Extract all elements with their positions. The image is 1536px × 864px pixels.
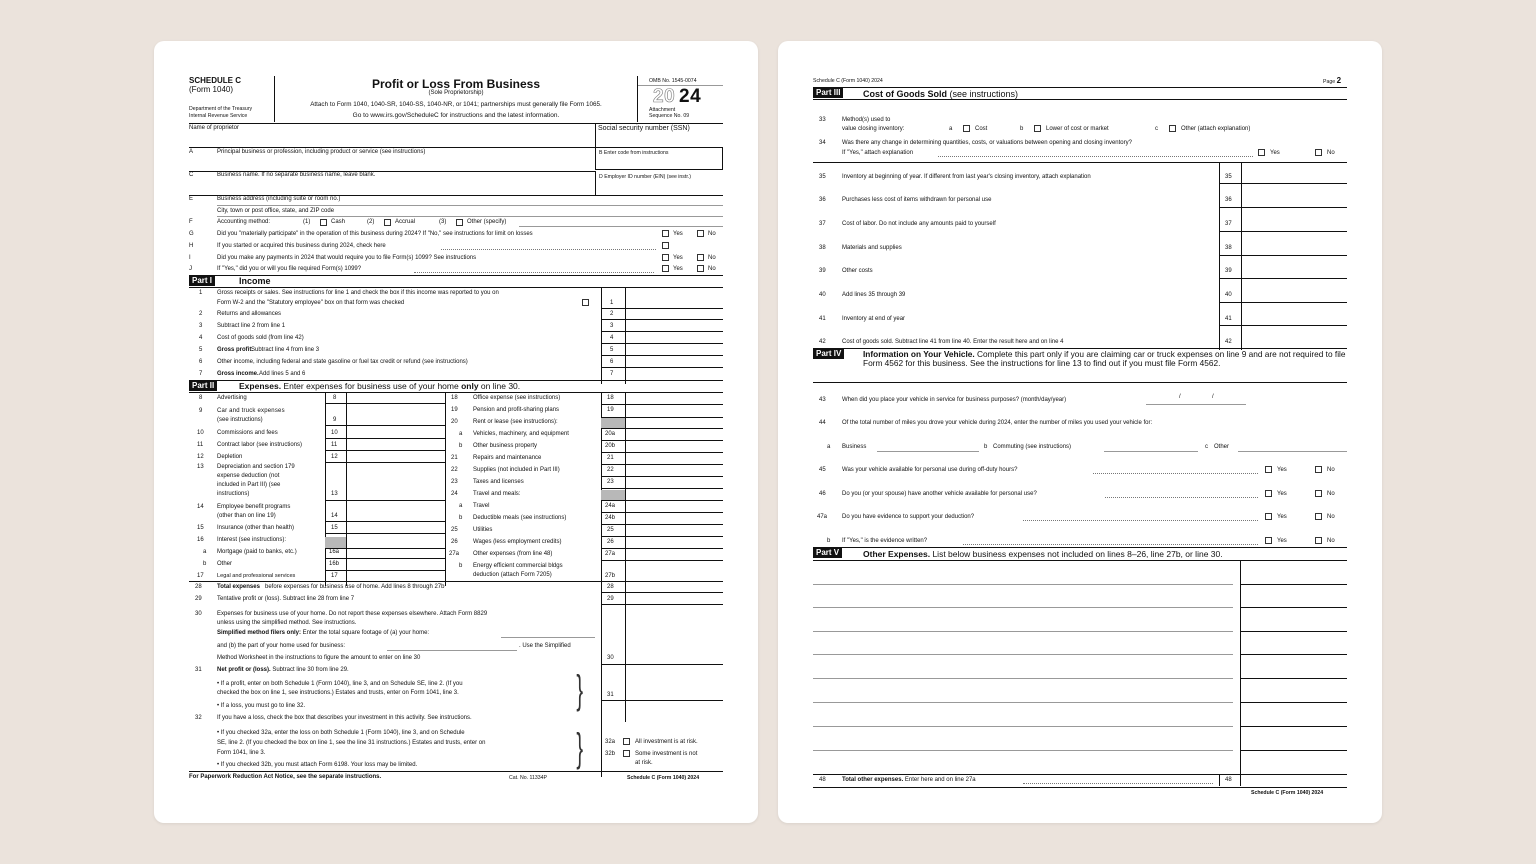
line-33-text: Method(s) used to	[842, 117, 891, 123]
q45-yes-checkbox[interactable]	[1265, 466, 1272, 473]
all-at-risk-checkbox[interactable]	[623, 738, 630, 745]
j-no-checkbox[interactable]	[697, 265, 704, 272]
attach-note: Attach to Form 1040, 1040-SR, 1040-SS, 1040-NR, or 1041; partnerships must generally file Form 1065.	[310, 101, 602, 108]
line-5-text: Subtract line 4 from line 3	[251, 347, 320, 353]
name-label: Name of proprietor	[189, 125, 240, 131]
line-28-text: before expenses for business use of home. Add lines 8 through 27b	[265, 584, 445, 590]
line-1-text: Gross receipts or sales. See instructions for line 1 and check the box if this income was reported to you on	[217, 290, 499, 296]
form-page-2: Schedule C (Form 1040) 2024 Page 2 Part III Cost of Goods Sold (see instructions) 33 Method(s) used to value closing inventory: a Cost b Lower of cost or market c Other (attach explanation) 34 Was there any change in determining quantities, costs, or valuations between opening and closing inventory? If "Yes," attach explanation Yes No 35 Inventory at beginning of year. If different from last year's closing inventory, attach explanation 35 36 Purchases less cost of items withdrawn for personal use 36 37 Cost of labor. Do not include any amounts paid to yourself 37 38 Materials and supplies 38 39 Other costs 39 40 Add lines 35 through 39 40 41 Inventory at end of year 41 42 Cost of goods sold. Subtract line 41 from line 40. Enter the result here and on line 4 42 Part IV Information on Your Vehicle. Complete this part only if you are claiming car or truck expenses on line 9 and are not required to file Form 4562 for this business. See the instructions for line 13 to find out if you must file Form 4562. 43 When did you place your vehicle in service for business purposes? (month/day/year) / / 44 Of the total number of miles you drove your vehicle during 2024, enter the number of miles you used your vehicle for: a Business b Commuting (see instructions) c Other 45 Was your vehicle available for personal use during off-duty hours? Yes No 46 Do you (or your spouse) have another vehicle available for personal use? Yes No 47a Do you have evidence to support your deduction? Yes No b If "Yes," is the evidence written? Yes No Part V Other Expenses. List below business expenses not included on lines 8–26, line 27b, or line 30. 48 Total other expenses. Enter here and on line 27a 48 Schedule C (Form 1040) 2024	[778, 41, 1382, 823]
other-valuation-checkbox[interactable]	[1169, 125, 1176, 132]
i-no-checkbox[interactable]	[697, 254, 704, 261]
accrual-checkbox[interactable]	[384, 219, 391, 226]
line-3-text: Subtract line 2 from line 1	[217, 323, 286, 329]
q47a-no-checkbox[interactable]	[1315, 513, 1322, 520]
part-2-title: Expenses. Enter expenses for business use of your home only on line 30.	[239, 381, 521, 391]
h-checkbox[interactable]	[662, 242, 669, 249]
omb-number: OMB No. 1545-0074	[649, 78, 697, 84]
line-g-text: Did you "materially participate" in the operation of this business during 2024? If "No," see instructions for limit on losses	[217, 231, 533, 237]
g-no-checkbox[interactable]	[697, 230, 704, 237]
cash-checkbox[interactable]	[320, 219, 327, 226]
line-47b-text: If "Yes," is the evidence written?	[842, 538, 928, 544]
some-not-at-risk-checkbox[interactable]	[623, 750, 630, 757]
line-30-text: Expenses for business use of your home. Do not report these expenses elsewhere. Attach Form 8829	[217, 611, 488, 617]
page2-footer: Schedule C (Form 1040) 2024	[1251, 790, 1324, 796]
form-page-1: SCHEDULE C (Form 1040) Department of the Treasury Internal Revenue Service Profit or Loss From Business (Sole Proprietorship) Attach to Form 1040, 1040-SR, 1040-SS, 1040-NR, or 1041; partnerships must generally file Form 1065. Go to www.irs.gov/ScheduleC for instructions and the latest information. OMB No. 1545-0074 20 24 Attachment Sequence No. 09 Name of proprietor Social security number (SSN) A Principal business or profession, including product or service (see instructions) B Enter code from instructions C Business name. If no separate business name, leave blank. D Employer ID number (EIN) (see instr.) E Business address (including suite or room no.) City, town or post office, state, and ZIP code F Accounting method: (1) Cash (2) Accrual (3) Other (specify) G Did you "materially participate" in the operation of this business during 2024? If "No," see instructions for limit on losses Yes No H If you started or acquired this business during 2024, check here I Did you make any payments in 2024 that would require you to file Form(s) 1099? See instructions Yes No J If "Yes," did you or will you file required Form(s) 1099? Yes No Part I Income 1 Gross receipts or sales. See instructions for line 1 and check the box if this income was reported to you on Form W-2 and the "Statutory employee" box on that form was checked 1 2 Returns and allowances 2 3 Subtract line 2 from line 1 3 4 Cost of goods sold (from line 42) 4 5 Gross profit. Subtract line 4 from line 3 5 6 Other income, including federal and state gasoline or fuel tax credit or refund (see instructions) 6 7 Gross income. Add lines 5 and 6 7 Part II Expenses. Enter expenses for business use of your home only on line 30. 8 Advertising 8 9 Car and truck expenses (see instructions) 9 10 Commissions and fees 10 11 Contract labor (see instructions) 11 12 Depletion 12 13 Depreciation and section 179 expense deduction (not included in Part III) (see instructions) 13 14 Employee benefit programs (other than on line 19) 14 15 Insurance (other than health) 15 16 Interest (see instructions): a Mortgage (paid to banks, etc.) 16a b Other 16b 17 Legal and professional services 17 18 Office expense (see instructions) 18 19 Pension and profit-sharing plans 19 20 Rent or lease (see instructions): a Vehicles, machinery, and equipment 20a b Other business property 20b 21 Repairs and maintenance 21 22 Supplies (not included in Part III) 22 23 Taxes and licenses 23 24 Travel and meals: a Travel 24a b Deductible meals (see instructions) 24b 25 Utilities 25 26 Wages (less employment credits) 26 27a Other expenses (from line 48) 27a b Energy efficient commercial bldgs deduction (attach Form 7205) 27b 28 Total expenses before expenses for business use of home. Add lines 8 through 27b 28 29 Tentative profit or (loss). Subtract line 28 from line 7 29 30 Expenses for business use of your home. Do not report these expenses elsewhere. Attach Form 8829 unless using the simplified method. See instructions. Simplified method filers only: Enter the total square footage of (a) your home: and (b) the part of your home used for business: . Use the Simplified Method Worksheet in the instructions to figure the amount to enter on line 30 30 31 Net profit or (loss). Subtract line 30 from line 29. • If a profit, enter on both Schedule 1 (Form 1040), line 3, and on Schedule SE, line 2. (If you checked the box on line 1, see instructions.) Estates and trusts, enter on Form 1041, line 3. • If a loss, you must go to line 32. } 31 32 If you have a loss, check the box that describes your investment in this activity. See instructions. • If you checked 32a, enter the loss on both Schedule 1 (Form 1040), line 3, and on Schedule SE, line 2. (If you checked the box on line 1, see the line 31 instructions.) Estates and trusts, enter on Form 1041, line 3. • If you checked 32b, you must attach Form 6198. Your loss may be limited. } 32a All investment is at risk. 32b Some investment is not at risk. For Paperwork Reduction Act Notice, see the separate instructions. Cat. No. 11334P Schedule C (Form 1040) 2024	[154, 41, 758, 823]
line-j-text: If "Yes," did you or will you file required Form(s) 1099?	[217, 266, 362, 272]
tax-year-suffix: 24	[679, 86, 702, 107]
part-3-title: Cost of Goods Sold (see instructions)	[863, 89, 1019, 99]
line-e-text: Business address (including suite or room no.)	[217, 196, 341, 202]
line-46-text: Do you (or your spouse) have another vehicle available for personal use?	[842, 491, 1037, 497]
line-2-text: Returns and allowances	[217, 311, 282, 317]
cat-number: Cat. No. 11334P	[509, 775, 547, 781]
sequence-label: Sequence No. 09	[649, 113, 690, 119]
line-48-text: Total other expenses. Enter here and on line 27a	[842, 777, 976, 783]
line-a-text: Principal business or profession, including product or service (see instructions)	[217, 149, 426, 155]
g-yes-checkbox[interactable]	[662, 230, 669, 237]
dept-label: Department of the Treasury	[189, 106, 253, 112]
line-6-text: Other income, including federal and state gasoline or fuel tax credit or refund (see instructions)	[217, 359, 468, 365]
part-3-label: Part III	[813, 88, 843, 98]
page-number: Page 2	[1323, 76, 1342, 85]
q47b-no-checkbox[interactable]	[1315, 537, 1322, 544]
cost-checkbox[interactable]	[963, 125, 970, 132]
ssn-label: Social security number (SSN)	[598, 125, 690, 132]
tax-year-prefix: 20	[653, 86, 676, 107]
statutory-employee-checkbox[interactable]	[582, 299, 589, 306]
line-i-text: Did you make any payments in 2024 that would require you to file Form(s) 1099? See instructions	[217, 255, 477, 261]
line-c-text: Business name. If no separate business name, leave blank.	[217, 172, 376, 178]
part-1-label: Part I	[189, 276, 215, 286]
goto-note: Go to www.irs.gov/ScheduleC for instructions and the latest information.	[352, 112, 560, 119]
form-label: (Form 1040)	[189, 85, 234, 94]
line-44-text: Of the total number of miles you drove your vehicle during 2024, enter the number of miles you used your vehicle for:	[842, 420, 1153, 426]
line-h-text: If you started or acquired this business during 2024, check here	[217, 243, 386, 249]
q45-no-checkbox[interactable]	[1315, 466, 1322, 473]
line-43-text: When did you place your vehicle in service for business purposes? (month/day/year)	[842, 397, 1067, 403]
line-45-text: Was your vehicle available for personal use during off-duty hours?	[842, 467, 1018, 473]
part-1-title: Income	[239, 276, 271, 286]
line-47a-text: Do you have evidence to support your deduction?	[842, 514, 975, 520]
line-32-text: If you have a loss, check the box that describes your investment in this activity. See instructions.	[217, 715, 472, 721]
line-7-text: Add lines 5 and 6	[259, 371, 306, 377]
schedule-label: SCHEDULE C	[189, 76, 242, 85]
form-title: Profit or Loss From Business	[371, 77, 541, 91]
line-e-city: City, town or post office, state, and ZIP code	[217, 208, 335, 214]
line-4-text: Cost of goods sold (from line 42)	[217, 335, 304, 341]
part-4-title: Information on Your Vehicle. Complete this part only if you are claiming car or truck expenses on line 9 and are not required to file Form 4562 for this business. See the instructions for line 13 to find out if you must file Form 4562.	[863, 349, 1346, 369]
accounting-method-label: Accounting method:	[217, 219, 271, 225]
irs-label: Internal Revenue Service	[189, 113, 248, 119]
footer-notice: For Paperwork Reduction Act Notice, see the separate instructions.	[189, 774, 382, 780]
part-5-label: Part V	[813, 548, 842, 558]
part-2-label: Part II	[189, 381, 217, 391]
line-29-text: Tentative profit or (loss). Subtract line 28 from line 7	[217, 596, 355, 602]
i-yes-checkbox[interactable]	[662, 254, 669, 261]
form-subtitle: (Sole Proprietorship)	[428, 90, 484, 96]
part-5-title: Other Expenses. List below business expenses not included on lines 8–26, line 27b, or line 30.	[863, 549, 1223, 559]
j-yes-checkbox[interactable]	[662, 265, 669, 272]
q47b-yes-checkbox[interactable]	[1265, 537, 1272, 544]
q47a-yes-checkbox[interactable]	[1265, 513, 1272, 520]
change-yes-checkbox[interactable]	[1258, 149, 1265, 156]
lower-cost-market-checkbox[interactable]	[1034, 125, 1041, 132]
footer-form-id: Schedule C (Form 1040) 2024	[627, 775, 700, 781]
part-4-label: Part IV	[813, 349, 844, 359]
page2-header: Schedule C (Form 1040) 2024	[813, 78, 883, 84]
change-no-checkbox[interactable]	[1315, 149, 1322, 156]
q46-no-checkbox[interactable]	[1315, 490, 1322, 497]
other-method-checkbox[interactable]	[456, 219, 463, 226]
attachment-label: Attachment	[649, 107, 676, 113]
q46-yes-checkbox[interactable]	[1265, 490, 1272, 497]
line-34-text: Was there any change in determining quantities, costs, or valuations between opening and closing inventory?	[842, 140, 1132, 146]
